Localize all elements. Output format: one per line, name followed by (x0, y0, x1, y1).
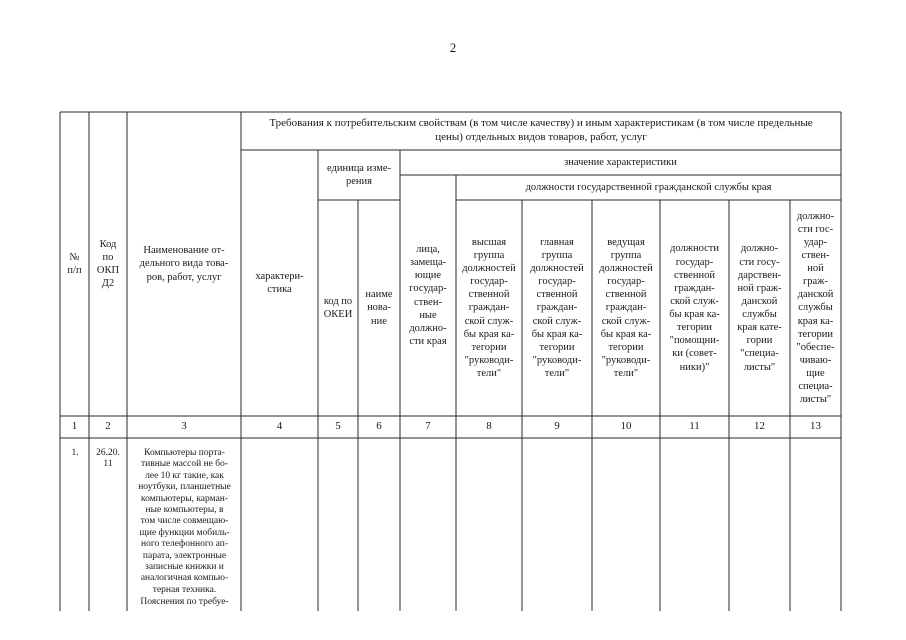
table-row-item-name: Компьютеры порта- тивные массой не бо- лее 10 кг такие, как ноутбуки, планшетные компьютеры, карман- ные компьютеры, в том числе совмещаю- щие функции мобиль- ного телефонного ап- парата, электронные записные книжки и аналогичная компью- терная техника. (138, 448, 231, 595)
column-number: 3 (181, 420, 187, 433)
column-number: 11 (689, 420, 700, 433)
header-okpd2-code: Код по ОКП Д2 (96, 238, 120, 290)
header-support-specialists: должно- сти гос- удар- ствен- ной граж- данской службы края ка- тегории "обеспе- чиваю- щие специа- листы" (796, 210, 835, 406)
column-number: 1 (71, 420, 78, 433)
table-row-code: 26.20. 11 (96, 448, 120, 470)
header-okei-code: код по ОКЕИ (323, 295, 353, 320)
header-leading-group: ведущая группа должностей государ- ственной граждан- ской служ- бы края ка- тегории "руководи- тели" (599, 236, 653, 380)
table-row-note: Пояснения по требуе- (140, 597, 229, 607)
header-positions-group: должности государственной гражданской службы края (525, 181, 772, 193)
header-unit-name: наиме нова- ние (365, 289, 393, 327)
column-number: 10 (620, 420, 632, 433)
column-number: 5 (335, 420, 341, 433)
header-assistants: должности государ- ственной граждан- ской служ- бы края ка- тегории "помощни- ки (совет- ники)" (669, 243, 720, 373)
header-specialists: должно- сти госу- дарствен- ной граж- данской службы края кате- гории "специа- листы" (737, 243, 782, 373)
header-item-name: Наименование от- дельного вида това- ров, работ, услуг (139, 245, 229, 283)
column-number: 9 (554, 420, 560, 433)
column-number: 2 (105, 420, 111, 433)
header-highest-group: высшая группа должностей государ- ственной граждан- ской служ- бы края ка- тегории "руководи- тели" (462, 236, 516, 380)
page-number: 2 (449, 40, 457, 55)
header-main-group: главная группа должностей государ- ственной граждан- ской служ- бы края ка- тегории "руководи- тели" (530, 236, 584, 380)
column-number: 8 (486, 420, 492, 433)
column-number: 4 (276, 420, 283, 433)
header-unit-group: единица изме- рения (326, 162, 392, 187)
header-row-number: № п/п (67, 251, 82, 276)
header-state-positions: лица, замеща- ющие государ- ствен- ные должно- сти края (409, 244, 447, 347)
header-characteristic: характери- стика (255, 270, 304, 295)
column-number: 7 (425, 420, 431, 433)
column-number: 6 (376, 420, 382, 433)
column-number: 13 (810, 420, 821, 433)
header-value-group: значение характеристики (564, 156, 677, 168)
table-row-number: 1. (71, 448, 79, 458)
column-number: 12 (754, 420, 765, 433)
header-requirements-title: Требования к потребительским свойствам (в том числе качеству) и иным характеристикам (в том числе предельные цены) отдельных видов товаров, работ, услуг (269, 117, 813, 143)
